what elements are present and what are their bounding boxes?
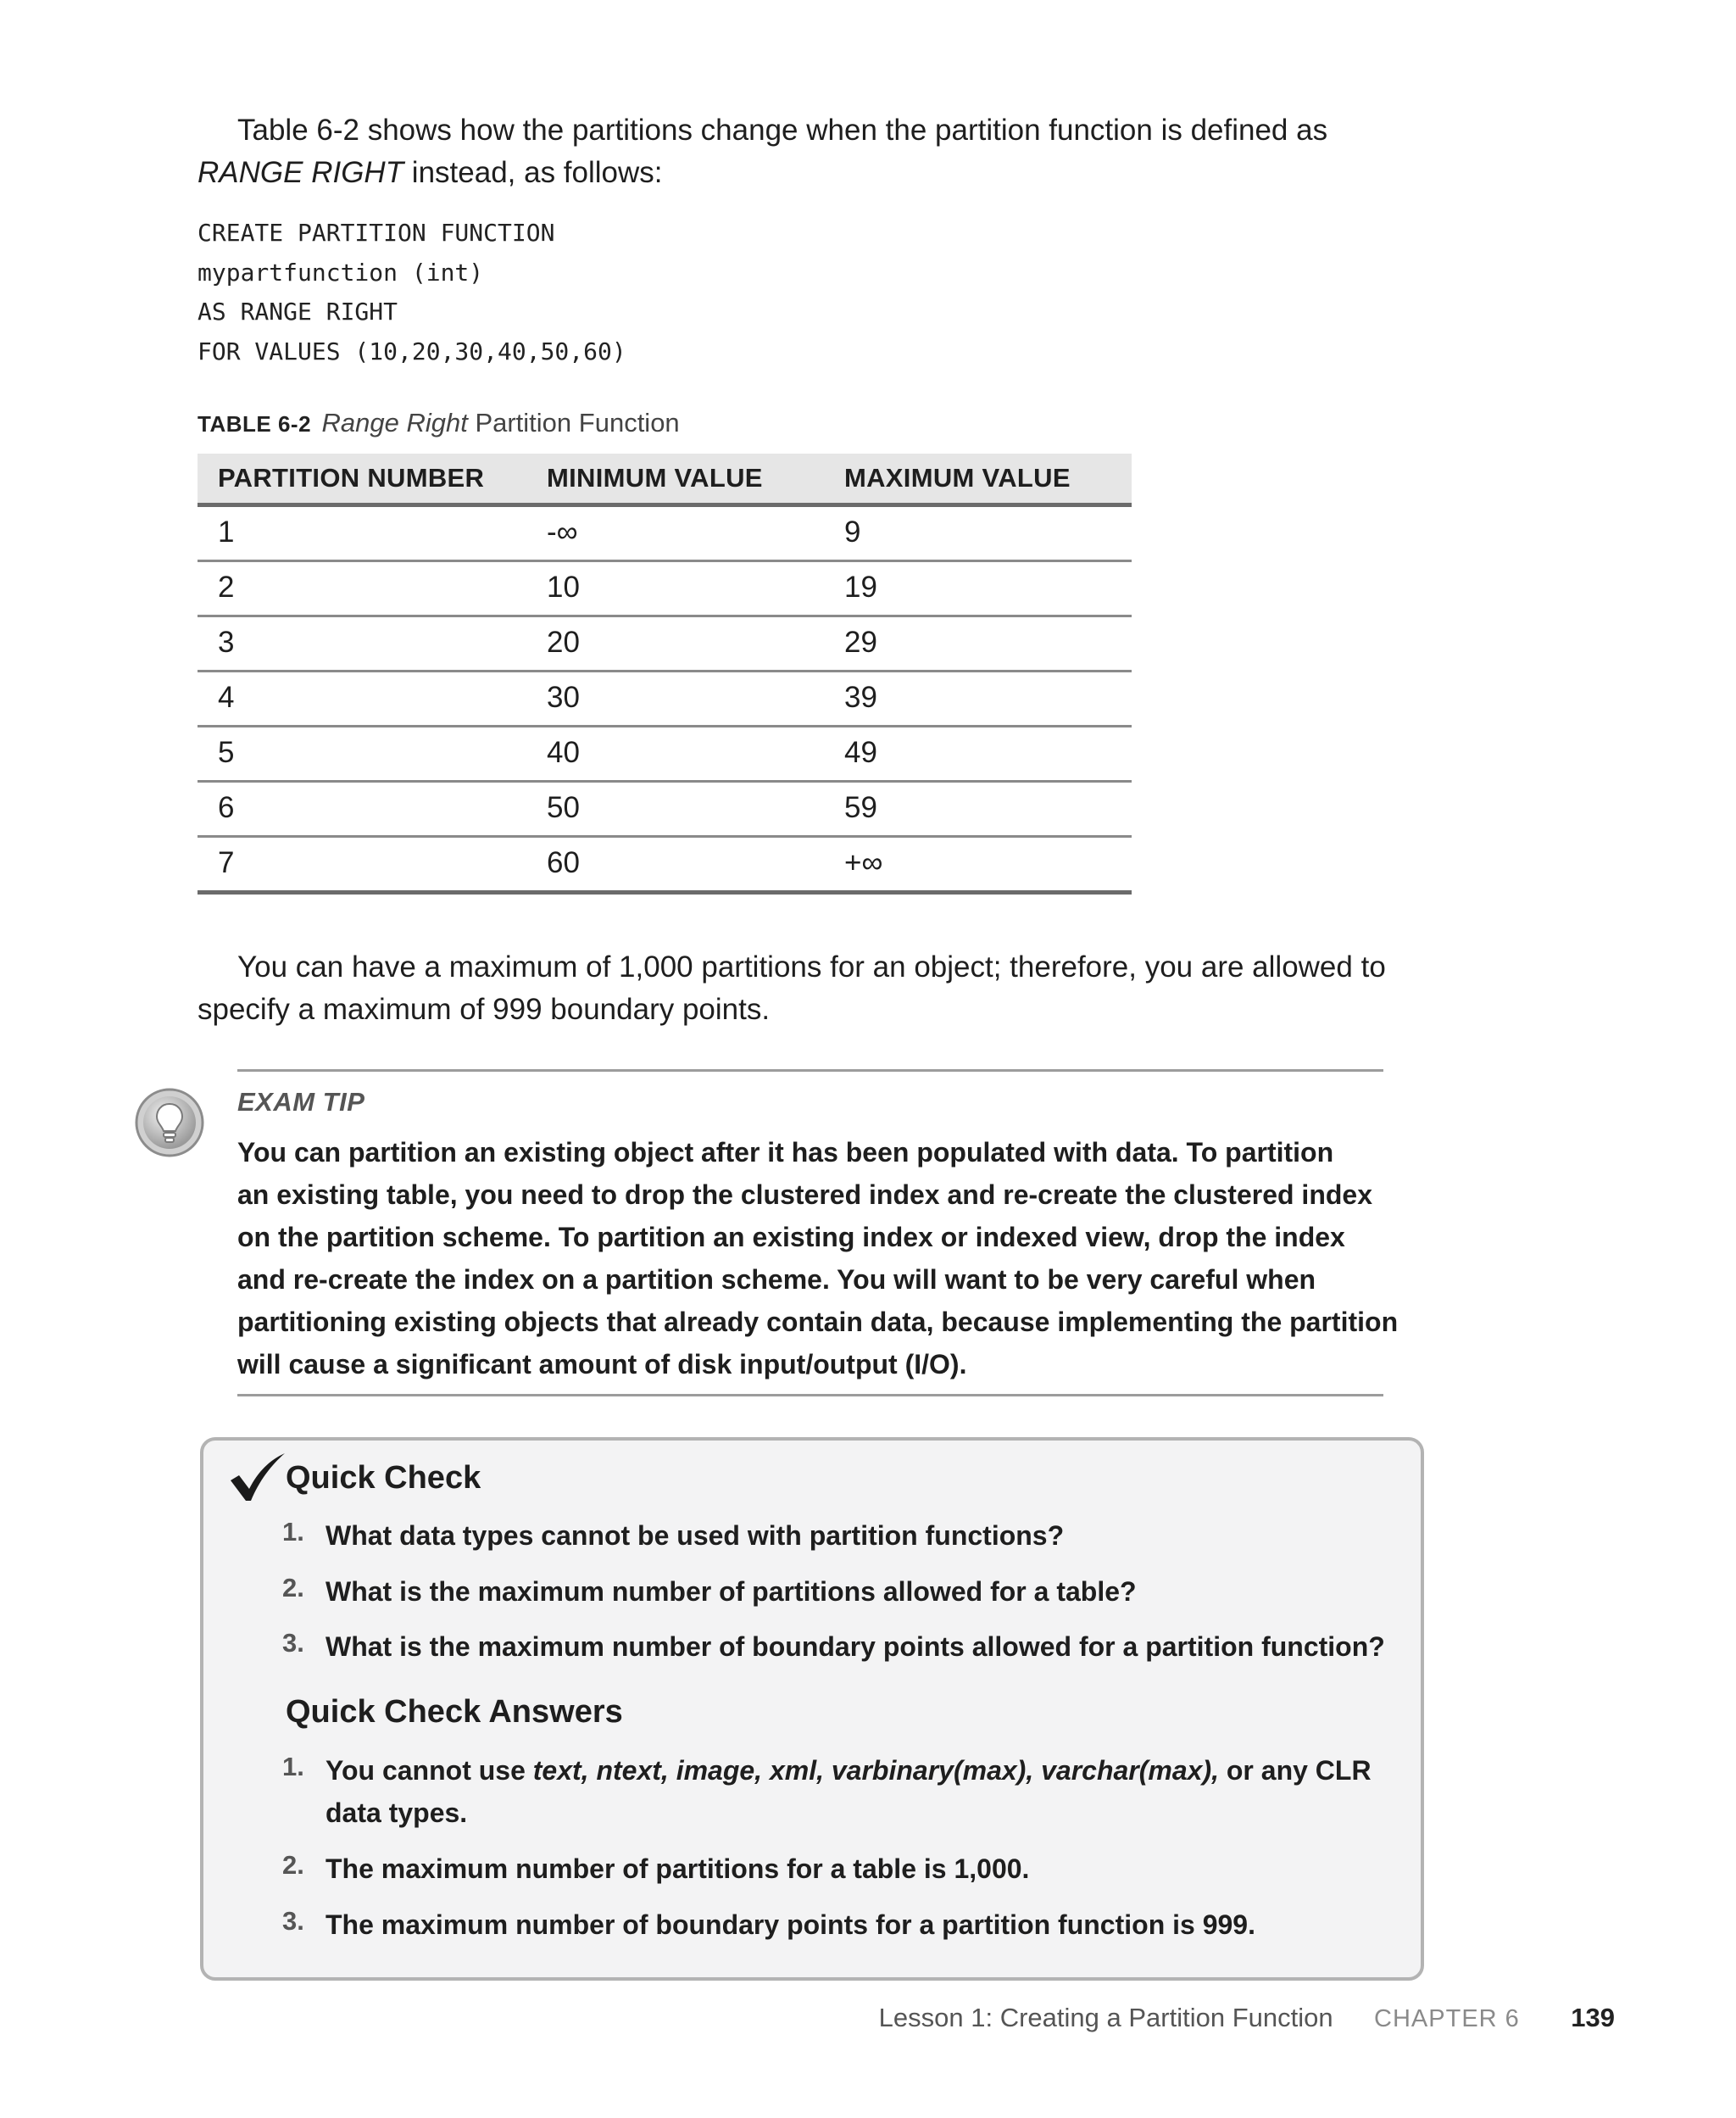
footer-lesson: Lesson 1: Creating a Partition Function xyxy=(878,2003,1333,2032)
header-minimum-value: MINIMUM VALUE xyxy=(547,463,763,493)
table-header-row xyxy=(198,454,1132,507)
cell-minimum-value: 30 xyxy=(547,681,580,714)
answer-text xyxy=(326,1749,1372,1792)
intro-line-2-rest: instead, as follows: xyxy=(403,156,663,189)
header-maximum-value: MAXIMUM VALUE xyxy=(844,463,1071,493)
code-line-3: AS RANGE RIGHT xyxy=(198,298,398,326)
table-row xyxy=(198,562,1132,617)
exam-tip-top-rule xyxy=(237,1069,1383,1072)
cell-partition-number: 7 xyxy=(218,846,235,879)
checkmark-icon xyxy=(227,1452,288,1504)
table-row xyxy=(198,783,1132,838)
answer-1-post: or any CLR xyxy=(1218,1755,1372,1786)
page-footer xyxy=(879,2003,1615,2033)
question-text: What is the maximum number of boundary points allowed for a partition function? xyxy=(326,1631,1385,1662)
question-number: 2. xyxy=(282,1573,304,1602)
cell-minimum-value: -∞ xyxy=(547,516,578,549)
exam-tip-bottom-rule xyxy=(237,1394,1383,1396)
table-caption-label: TABLE 6-2 xyxy=(198,411,312,437)
page-number: 139 xyxy=(1571,2003,1615,2032)
question-number: 3. xyxy=(282,1628,304,1658)
answer-number: 1. xyxy=(282,1752,304,1781)
exam-tip-line-2: an existing table, you need to drop the clustered index and re-create the clustered index xyxy=(237,1179,1372,1210)
header-partition-number: PARTITION NUMBER xyxy=(218,463,485,493)
answer-number: 3. xyxy=(282,1906,304,1936)
after-table-line-2: specify a maximum of 999 boundary points. xyxy=(198,993,771,1026)
question-number: 1. xyxy=(282,1517,304,1547)
code-line-4: FOR VALUES (10,20,30,40,50,60) xyxy=(198,337,626,365)
cell-minimum-value: 50 xyxy=(547,791,580,824)
cell-maximum-value: 39 xyxy=(844,681,877,714)
exam-tip-title: EXAM TIP xyxy=(237,1087,365,1117)
intro-line-1: Table 6-2 shows how the partitions change when the partition function is defined as xyxy=(237,114,1328,147)
answer-text: The maximum number of partitions for a table is 1,000. xyxy=(326,1853,1030,1884)
question-text: What data types cannot be used with partition functions? xyxy=(326,1520,1065,1551)
footer-chapter: CHAPTER 6 xyxy=(1374,2005,1520,2032)
cell-partition-number: 6 xyxy=(218,791,235,824)
table-row xyxy=(198,838,1132,895)
exam-tip-line-6: will cause a significant amount of disk input/output (I/O). xyxy=(237,1349,967,1379)
lightbulb-icon xyxy=(134,1087,205,1158)
range-right-term: RANGE RIGHT xyxy=(198,156,404,189)
table-row xyxy=(198,672,1132,727)
cell-minimum-value: 10 xyxy=(547,571,580,604)
partition-table xyxy=(198,454,1132,895)
quick-check-title: Quick Check xyxy=(286,1460,481,1496)
table-caption-rest: Partition Function xyxy=(467,408,680,438)
cell-partition-number: 4 xyxy=(218,681,235,714)
exam-tip-line-1: You can partition an existing object after it has been populated with data. To partition xyxy=(237,1137,1334,1168)
cell-partition-number: 3 xyxy=(218,626,235,659)
question-text: What is the maximum number of partitions allowed for a table? xyxy=(326,1576,1137,1607)
cell-maximum-value: +∞ xyxy=(844,846,883,879)
exam-tip-line-3: on the partition scheme. To partition an existing index or indexed view, drop the index xyxy=(237,1222,1345,1252)
table-caption-italic: Range Right xyxy=(321,408,468,438)
cell-minimum-value: 60 xyxy=(547,846,580,879)
cell-partition-number: 5 xyxy=(218,736,235,769)
quick-check-answers-title: Quick Check Answers xyxy=(286,1694,623,1730)
cell-maximum-value: 19 xyxy=(844,571,877,604)
exam-tip-line-5: partitioning existing objects that already contain data, because implementing the partition xyxy=(237,1307,1399,1337)
table-caption-title xyxy=(321,408,679,438)
answer-1-pre: You cannot use xyxy=(326,1755,533,1786)
cell-maximum-value: 9 xyxy=(844,516,861,549)
answer-text: The maximum number of boundary points for a partition function is 999. xyxy=(326,1909,1255,1940)
exam-tip-line-4: and re-create the index on a partition scheme. You will want to be very careful when xyxy=(237,1264,1316,1295)
cell-partition-number: 2 xyxy=(218,571,235,604)
answer-number: 2. xyxy=(282,1850,304,1880)
table-row xyxy=(198,617,1132,672)
code-line-2: mypartfunction (int) xyxy=(198,259,484,287)
code-line-1: CREATE PARTITION FUNCTION xyxy=(198,219,555,247)
table-caption xyxy=(198,408,680,438)
table-row xyxy=(198,727,1132,783)
cell-minimum-value: 40 xyxy=(547,736,580,769)
cell-minimum-value: 20 xyxy=(547,626,580,659)
intro-line-2 xyxy=(198,152,663,194)
table-row xyxy=(198,507,1132,562)
cell-maximum-value: 29 xyxy=(844,626,877,659)
answer-text-continued: data types. xyxy=(326,1798,468,1828)
cell-maximum-value: 49 xyxy=(844,736,877,769)
cell-partition-number: 1 xyxy=(218,516,235,549)
after-table-line-1: You can have a maximum of 1,000 partitions for an object; therefore, you are allowed to xyxy=(237,950,1386,984)
cell-maximum-value: 59 xyxy=(844,791,877,824)
answer-1-datatypes: text, ntext, image, xml, varbinary(max), varchar(max), xyxy=(532,1755,1219,1786)
